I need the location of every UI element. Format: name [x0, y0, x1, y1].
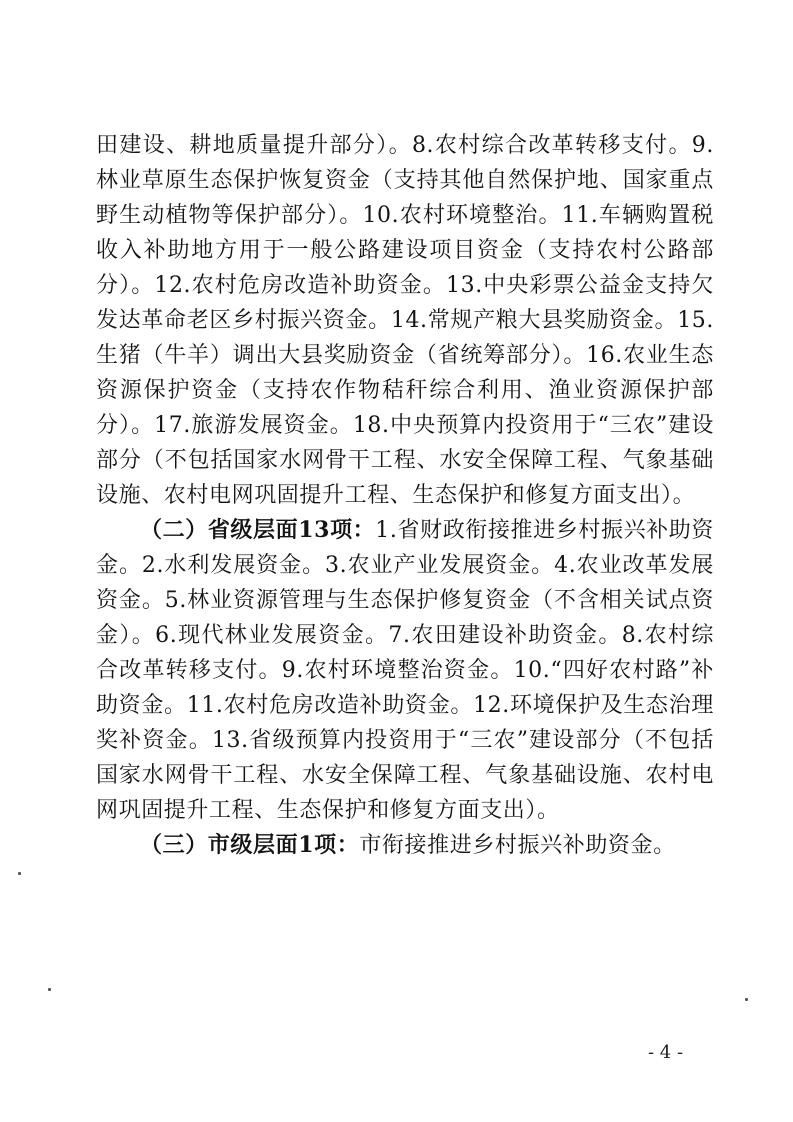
scan-speck — [745, 998, 748, 1001]
paragraph-text: 田建设、耕地质量提升部分）。8.农村综合改革转移支付。9.林业草原生态保护恢复资金（支持其他自然保护地、国家重点野生动植物等保护部分）。10.农村环境整治。11.车辆购置税收入补助地方用于一般公路建设项目资金（支持农村公路部分）。12.农村危房改造补助资金。13.中央彩票公益金支持欠发达革命老区乡村振兴资金。14.常规产粮大县奖励资金。15.生猪（牛羊）调出大县奖励资金（省统筹部分）。16.农业生态资源保护资金（支持农作物秸秆综合利用、渔业资源保护部分）。17.旅游发展资金。18.中央预算内投资用于“三农”建设部分（不包括国家水网骨干工程、水安全保障工程、气象基础设施、农村电网巩固提升工程、生态保护和修复方面支出）。 — [96, 133, 714, 508]
section-heading-provincial: （二）省级层面13项： — [140, 517, 376, 543]
paragraph-municipal-level — [96, 828, 714, 863]
paragraph-provincial-level — [96, 513, 714, 828]
paragraph-text: 市衔接推进乡村振兴补助资金。 — [359, 833, 676, 858]
paragraph-text: 1.省财政衔接推进乡村振兴补助资金。2.水利发展资金。3.农业产业发展资金。4.农业改革发展资金。5.林业资源管理与生态保护修复资金（不含相关试点资金）。6.现代林业发展资金。7.农田建设补助资金。8.农村综合改革转移支付。9.农村环境整治资金。10.“四好农村路”补助资金。11.农村危房改造补助资金。12.环境保护及生态治理奖补资金。13.省级预算内投资用于“三农”建设部分（不包括国家水网骨干工程、水安全保障工程、气象基础设施、农村电网巩固提升工程、生态保护和修复方面支出）。 — [96, 518, 714, 823]
scan-speck — [18, 872, 21, 875]
section-heading-municipal: （三）市级层面1项： — [140, 832, 360, 858]
page-number: - 4 - — [648, 1042, 684, 1063]
paragraph-central-list-continued — [96, 128, 714, 513]
scan-speck — [48, 988, 51, 991]
document-body — [96, 128, 714, 863]
